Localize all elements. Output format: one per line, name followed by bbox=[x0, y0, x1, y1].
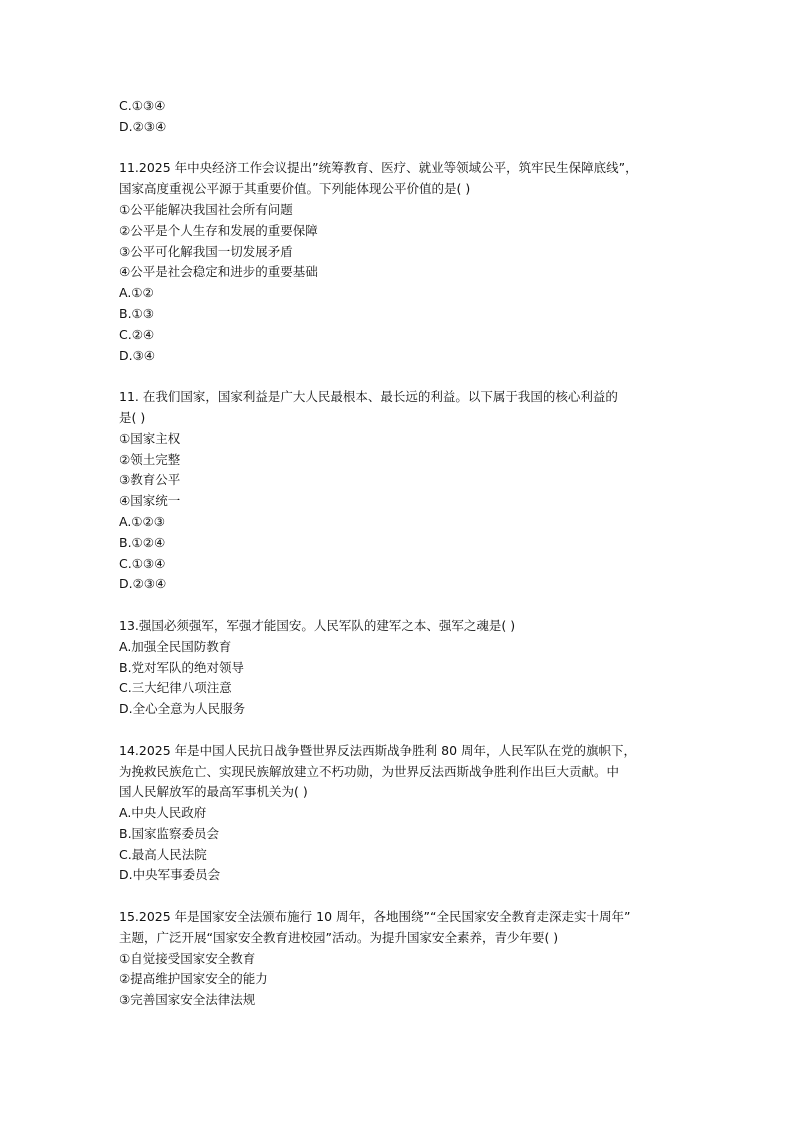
statement-4: ④公平是社会稳定和进步的重要基础 bbox=[119, 264, 318, 280]
question-stem bbox=[119, 158, 719, 200]
statement-3: ③公平可化解我国一切发展矛盾 bbox=[119, 243, 293, 259]
option-a: A.①②③ bbox=[119, 513, 165, 529]
question-stem bbox=[119, 741, 719, 803]
question-15 bbox=[119, 907, 719, 1011]
option-a: A.加强全民国防教育 bbox=[119, 638, 232, 654]
stem-line: 是( ) bbox=[119, 409, 146, 425]
statement-1: ①国家主权 bbox=[119, 430, 181, 446]
option-d: D.②③④ bbox=[119, 118, 167, 134]
stem-line: 13.强国必须强军，军强才能国安。人民军队的建军之本、强军之魂是( ) bbox=[119, 617, 516, 633]
statement-3: ③完善国家安全法律法规 bbox=[119, 992, 256, 1008]
option-d: D.②③④ bbox=[119, 576, 167, 592]
stem-line: 国人民解放军的最高军事机关为( ) bbox=[119, 784, 308, 800]
option-b: B.①②④ bbox=[119, 534, 166, 550]
document-page bbox=[119, 96, 719, 1032]
option-c: C.②④ bbox=[119, 326, 155, 342]
stem-line: 15.2025 年是国家安全法颁布施行 10 周年，各地围绕”“全民国家安全教育走深走实十周年” bbox=[119, 909, 631, 925]
option-d: D.中央军事委员会 bbox=[119, 867, 221, 883]
stem-line: 主题，广泛开展“国家安全教育进校园”活动。为提升国家安全素养，青少年要( ) bbox=[119, 929, 559, 945]
stem-line: 为挽救民族危亡、实现民族解放建立不朽功勋，为世界反法西斯战争胜利作出巨大贡献。中 bbox=[119, 763, 620, 779]
stem-line: 国家高度重视公平源于其重要价值。下列能体现公平价值的是( ) bbox=[119, 181, 471, 197]
option-c: C.①③④ bbox=[119, 555, 166, 571]
option-b: B.党对军队的绝对领导 bbox=[119, 659, 245, 675]
statement-2: ②公平是个人生存和发展的重要保障 bbox=[119, 222, 318, 238]
stem-line: 14.2025 年是中国人民抗日战争暨世界反法西斯战争胜利 80 周年，人民军队在党的旗帜下， bbox=[119, 742, 637, 758]
question-stem bbox=[119, 907, 719, 949]
option-a: A.①② bbox=[119, 285, 154, 301]
option-b: B.①③ bbox=[119, 305, 154, 321]
option-d: D.全心全意为人民服务 bbox=[119, 701, 246, 717]
question-stem bbox=[119, 616, 719, 637]
question-13 bbox=[119, 616, 719, 720]
previous-question-options bbox=[119, 96, 719, 138]
question-14 bbox=[119, 741, 719, 887]
stem-line: 11.2025 年中央经济工作会议提出”统筹教育、医疗、就业等领域公平，筑牢民生保障底线”， bbox=[119, 160, 638, 176]
question-11-core-interests bbox=[119, 387, 719, 595]
option-c: C.三大纪律八项注意 bbox=[119, 680, 232, 696]
option-c: C.最高人民法院 bbox=[119, 846, 207, 862]
option-c: C.①③④ bbox=[119, 98, 166, 113]
statement-1: ①公平能解决我国社会所有问题 bbox=[119, 201, 293, 217]
stem-line: 11. 在我们国家，国家利益是广大人民最根本、最长远的利益。以下属于我国的核心利益的 bbox=[119, 389, 618, 405]
option-d: D.③④ bbox=[119, 347, 156, 363]
statement-2: ②领土完整 bbox=[119, 451, 181, 467]
question-11-fairness bbox=[119, 158, 719, 366]
statement-2: ②提高维护国家安全的能力 bbox=[119, 971, 268, 987]
option-a: A.中央人民政府 bbox=[119, 805, 207, 821]
option-b: B.国家监察委员会 bbox=[119, 825, 220, 841]
statement-1: ①自觉接受国家安全教育 bbox=[119, 950, 256, 966]
statement-3: ③教育公平 bbox=[119, 472, 181, 488]
question-stem bbox=[119, 387, 719, 429]
statement-4: ④国家统一 bbox=[119, 493, 181, 509]
